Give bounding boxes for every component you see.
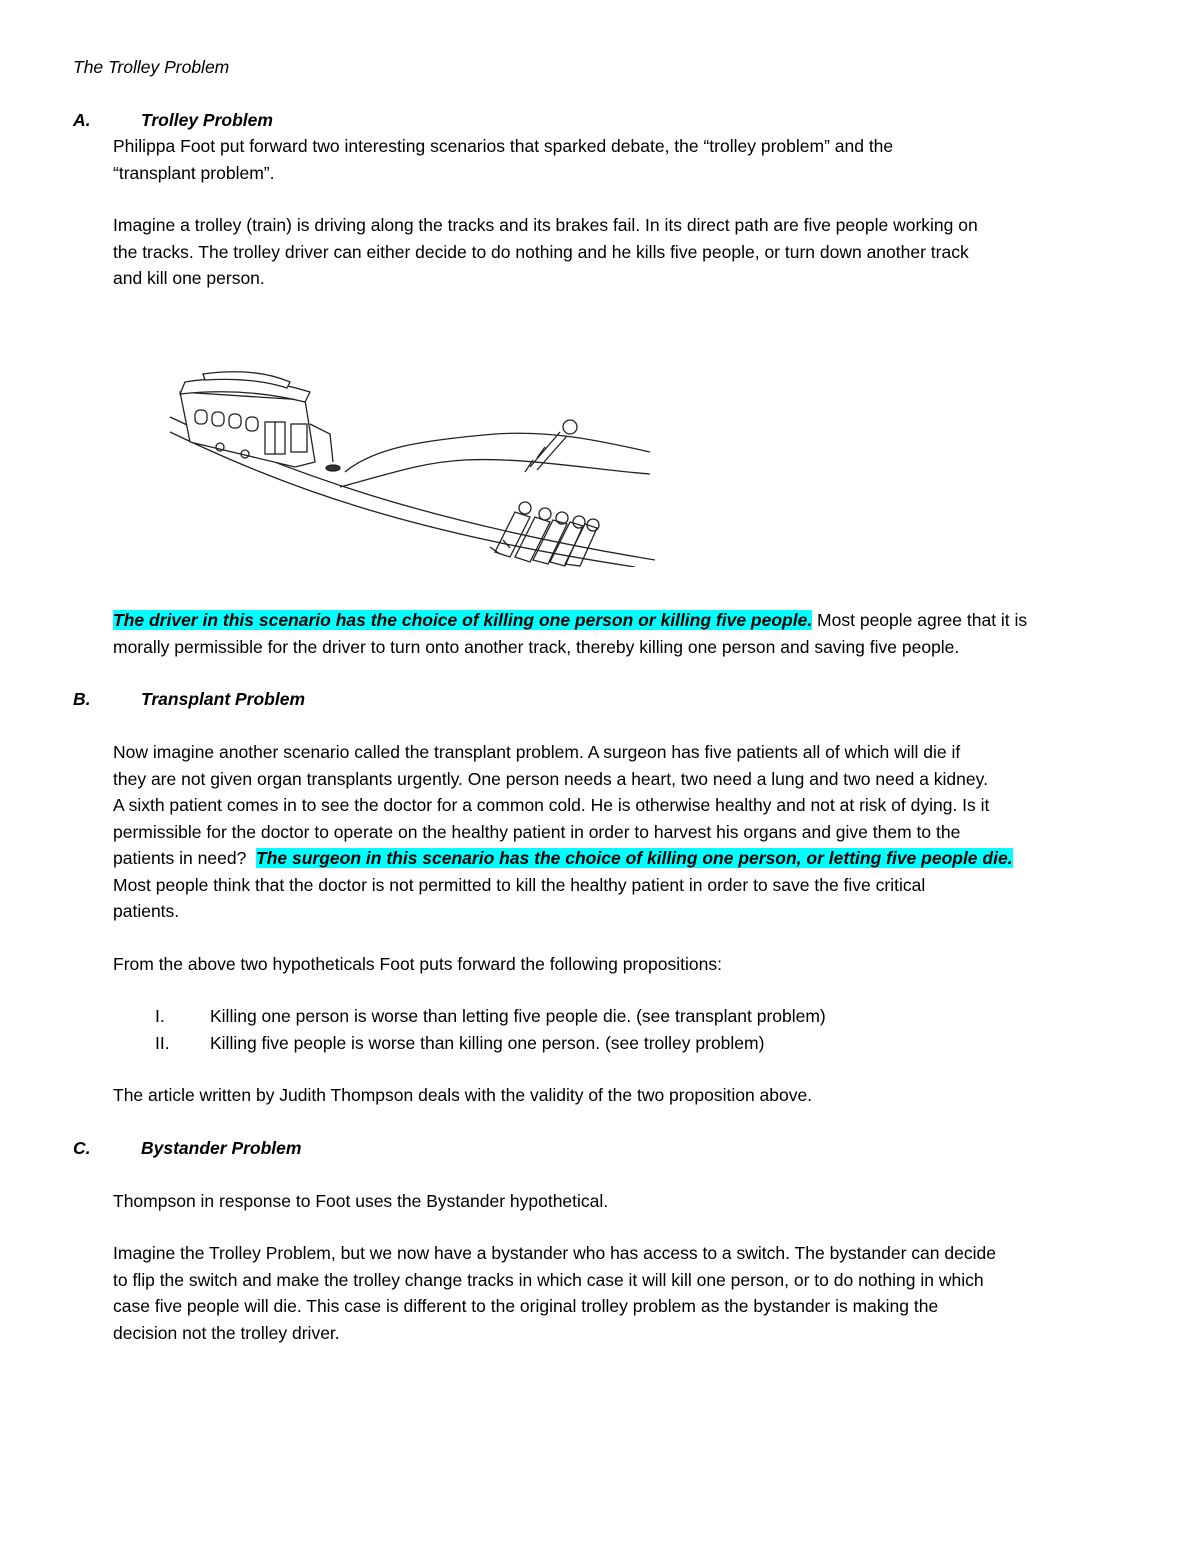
section-c-title: Bystander Problem <box>141 1138 302 1158</box>
section-a-paragraph-3 <box>113 607 1123 660</box>
text-line: the tracks. The trolley driver can either decide to do nothing and he kills five people, or turn down another track <box>113 241 969 262</box>
section-c-paragraph-1: Thompson in response to Foot uses the Bystander hypothetical. <box>113 1191 609 1211</box>
section-c-paragraph-2 <box>113 1240 1123 1346</box>
text-span: patients in need? <box>113 848 257 868</box>
text-line: patients. <box>113 901 180 921</box>
text-line: A sixth patient comes in to see the doctor for a common cold. He is otherwise healthy and not at risk of dying. Is it <box>113 795 990 815</box>
text-line: Imagine the Trolley Problem, but we now have a bystander who has access to a switch. The bystander can decide <box>113 1243 996 1263</box>
text-line: Philippa Foot put forward two interesting scenarios that sparked debate, the “trolley problem” and the <box>113 136 894 156</box>
text-span: Most people agree that it is <box>812 610 1028 630</box>
highlighted-text: The surgeon in this scenario has the choice of killing one person, or letting five people die. <box>256 848 1013 868</box>
text-line: “transplant problem”. <box>113 162 275 183</box>
text-line <box>113 845 1123 872</box>
text-line: to flip the switch and make the trolley change tracks in which case it will kill one person, or to do nothing in which <box>113 1269 984 1290</box>
list-number: II. <box>155 1032 170 1053</box>
text-line: decision not the trolley driver. <box>113 1322 340 1343</box>
text-line: they are not given organ transplants urgently. One person needs a heart, two need a lung and two need a kidney. <box>113 768 988 789</box>
section-b-paragraph-1 <box>113 739 1123 925</box>
text-line: Imagine a trolley (train) is driving along the tracks and its brakes fail. In its direct path are five people working on <box>113 215 978 235</box>
text-line: and kill one person. <box>113 268 265 288</box>
propositions-list <box>155 1003 1055 1057</box>
section-a-title: Trolley Problem <box>141 110 273 130</box>
list-text: Killing five people is worse than killing one person. (see trolley problem) <box>210 1032 765 1053</box>
list-text: Killing one person is worse than letting five people die. (see transplant problem) <box>210 1006 826 1026</box>
text-line: permissible for the doctor to operate on the healthy patient in order to harvest his organs and give them to the <box>113 821 961 842</box>
list-item <box>155 1003 1055 1030</box>
list-number: I. <box>155 1006 165 1026</box>
section-a-letter: A. <box>73 110 91 130</box>
text-line <box>113 607 1123 634</box>
section-a-paragraph-2 <box>113 212 1113 292</box>
list-item <box>155 1030 1055 1057</box>
section-b-conclusion: The article written by Judith Thompson deals with the validity of the two proposition above. <box>113 1085 813 1105</box>
text-line: Most people think that the doctor is not permitted to kill the healthy patient in order to save the five critical <box>113 874 926 895</box>
trolley-illustration <box>165 362 665 567</box>
section-b-intro: From the above two hypotheticals Foot puts forward the following propositions: <box>113 954 722 974</box>
document-title: The Trolley Problem <box>73 57 230 77</box>
text-line: morally permissible for the driver to turn onto another track, thereby killing one person and saving five people. <box>113 636 960 657</box>
section-a-paragraph-1 <box>113 133 1113 186</box>
highlighted-text: The driver in this scenario has the choice of killing one person or killing five people. <box>113 610 813 630</box>
text-line: case five people will die. This case is different to the original trolley problem as the bystander is making the <box>113 1296 939 1316</box>
text-line: Now imagine another scenario called the transplant problem. A surgeon has five patients all of which will die if <box>113 742 961 762</box>
section-b-letter: B. <box>73 689 91 709</box>
section-c-letter: C. <box>73 1138 91 1158</box>
section-b-title: Transplant Problem <box>141 689 306 709</box>
